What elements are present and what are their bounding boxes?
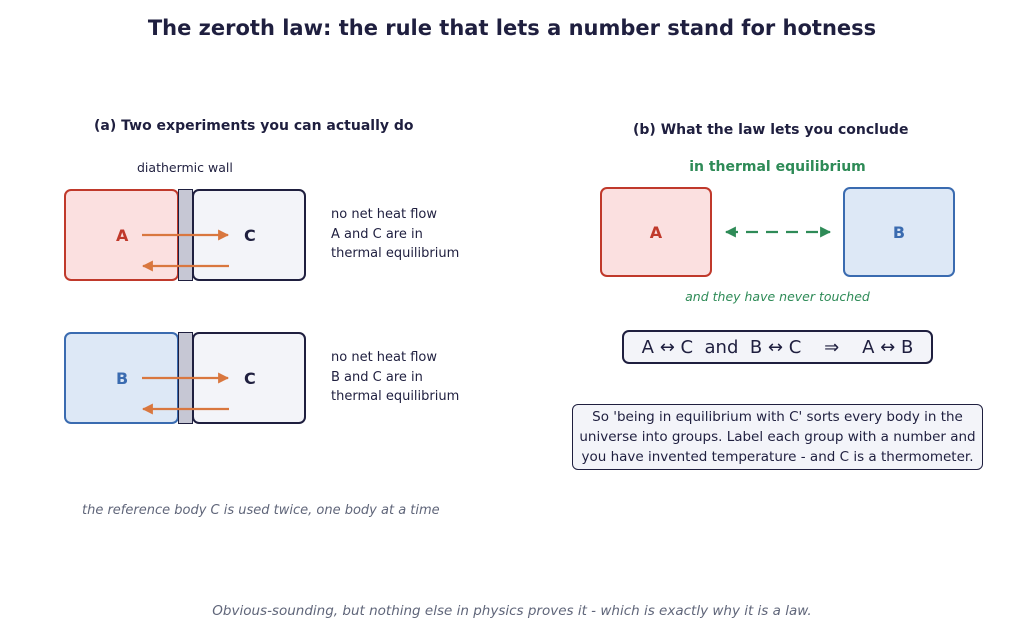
body-b-box-conclusion — [843, 187, 955, 277]
footer-caption: Obvious-sounding, but nothing else in physics proves it - which is exactly why it is a law. — [212, 603, 812, 619]
body-c-label: C — [244, 225, 256, 245]
note-line: no net heat flow — [331, 207, 437, 222]
experiment-1-note — [331, 205, 459, 264]
never-touched-note: and they have never touched — [685, 289, 870, 304]
body-c-box-experiment-2 — [192, 332, 306, 424]
panel-a-caption: the reference body C is used twice, one body at a time — [82, 503, 440, 518]
note-line: no net heat flow — [331, 350, 437, 365]
body-a-label: A — [649, 222, 663, 242]
diathermic-wall-label: diathermic wall — [137, 160, 233, 175]
note-line: A and C are in — [331, 226, 423, 242]
note-line: thermal equilibrium — [331, 246, 460, 261]
body-b-label: B — [892, 222, 906, 242]
body-b-box-experiment-2 — [64, 332, 179, 424]
body-c-label: C — [244, 368, 256, 388]
panel-b-heading: (b) What the law lets you conclude — [633, 122, 909, 138]
body-b-label: B — [116, 368, 129, 388]
figure-title: The zeroth law: the rule that lets a number stand for hotness — [147, 16, 877, 40]
experiment-2-note — [331, 348, 459, 407]
summary-text: So 'being in equilibrium with C' sorts every body in the universe into groups. Label each group with a number and you have invented temperature - and C is a thermometer. — [579, 409, 976, 465]
body-a-box-conclusion — [600, 187, 712, 277]
diathermic-wall-1 — [178, 189, 193, 281]
body-c-box-experiment-1 — [192, 189, 306, 281]
diathermic-wall-2 — [178, 332, 193, 424]
body-a-box-experiment-1 — [64, 189, 179, 281]
note-line: B and C are in — [331, 369, 423, 385]
transitivity-equation: A ↔ C and B ↔ C ⇒ A ↔ B — [622, 330, 933, 364]
note-line: thermal equilibrium — [331, 389, 460, 404]
equilibrium-relation-label: in thermal equilibrium — [689, 159, 866, 175]
panel-a-heading: (a) Two experiments you can actually do — [94, 118, 414, 134]
body-a-label: A — [116, 225, 129, 245]
summary-box — [572, 404, 983, 470]
